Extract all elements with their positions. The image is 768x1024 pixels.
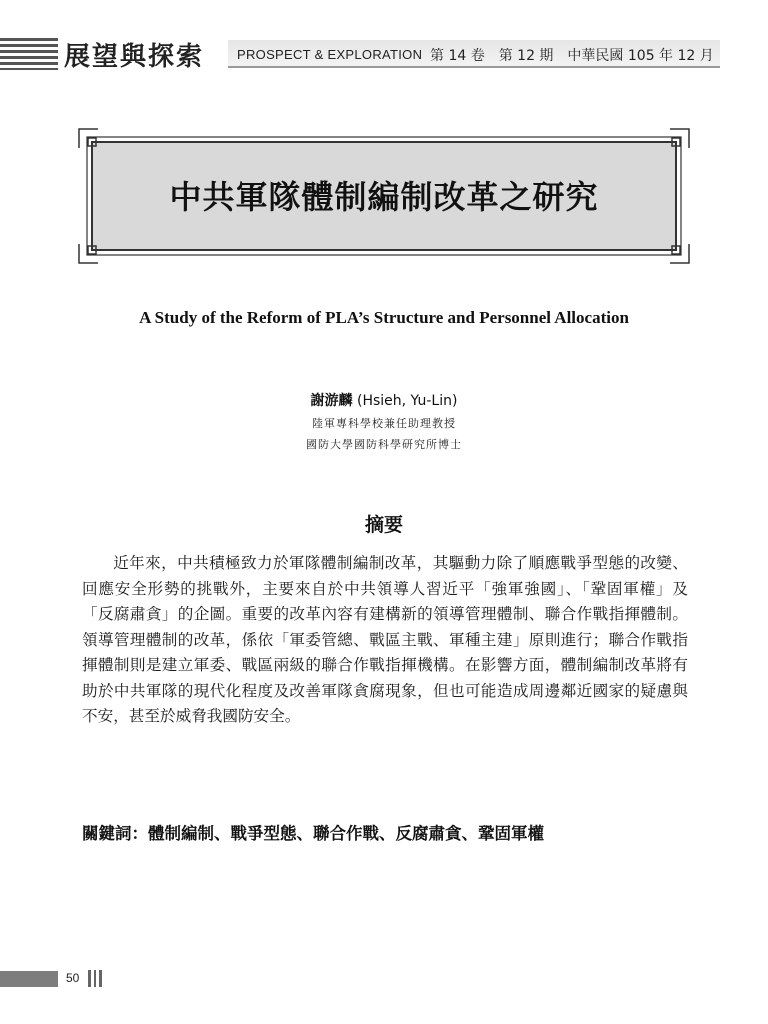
paper-title: 中共軍隊體制編制改革之研究 [169, 178, 599, 216]
author-line [0, 390, 768, 410]
issue-info: 第 14 卷 第 12 期 中華民國 105 年 12 月 [430, 48, 714, 64]
keywords: 關鍵詞：體制編制、戰爭型態、聯合作戰、反腐肅貪、鞏固軍權 [82, 824, 544, 843]
english-title: A Study of the Reform of PLA’s Structure and Personnel Allocation [139, 308, 629, 327]
header-rule [228, 66, 720, 68]
abstract-body: 近年來，中共積極致力於軍隊體制編制改革，其驅動力除了順應戰爭型態的改變、回應安全形勢的挑戰外，主要來自於中共領導人習近平「強軍強國」、「鞏固軍權」及「反腐肅貪」的企圖。重要的改革內容有建構新的領導管理體制、聯合作戰指揮體制。領導管理體制的改革，係依「軍委管總、戰區主戰、軍種主建」原則進行；聯合作戰指揮體制則是建立軍委、戰區兩級的聯合作戰指揮機構。在影響方面，體制編制改革將有助於中共軍隊的現代化程度及改善軍隊貪腐現象，但也可能造成周邊鄰近國家的疑慮與不安，甚至於威脅我國防安全。 [82, 554, 688, 725]
author-affiliation-2: 國防大學國防科學研究所博士 [306, 438, 462, 451]
footer-bar [0, 971, 58, 987]
footer-ticks [88, 970, 105, 989]
header-stripes [0, 38, 58, 70]
journal-logo: 展望與探索 [64, 42, 205, 72]
author-name-chinese: 謝游麟 [310, 393, 353, 409]
author-affiliation-1: 陸軍專科學校兼任助理教授 [312, 417, 456, 430]
page-number: 50 [66, 971, 80, 985]
journal-name-english: PROSPECT & EXPLORATION [237, 47, 423, 62]
author-name-english: (Hsieh, Yu-Lin) [356, 393, 458, 409]
abstract-heading: 摘要 [364, 514, 403, 536]
